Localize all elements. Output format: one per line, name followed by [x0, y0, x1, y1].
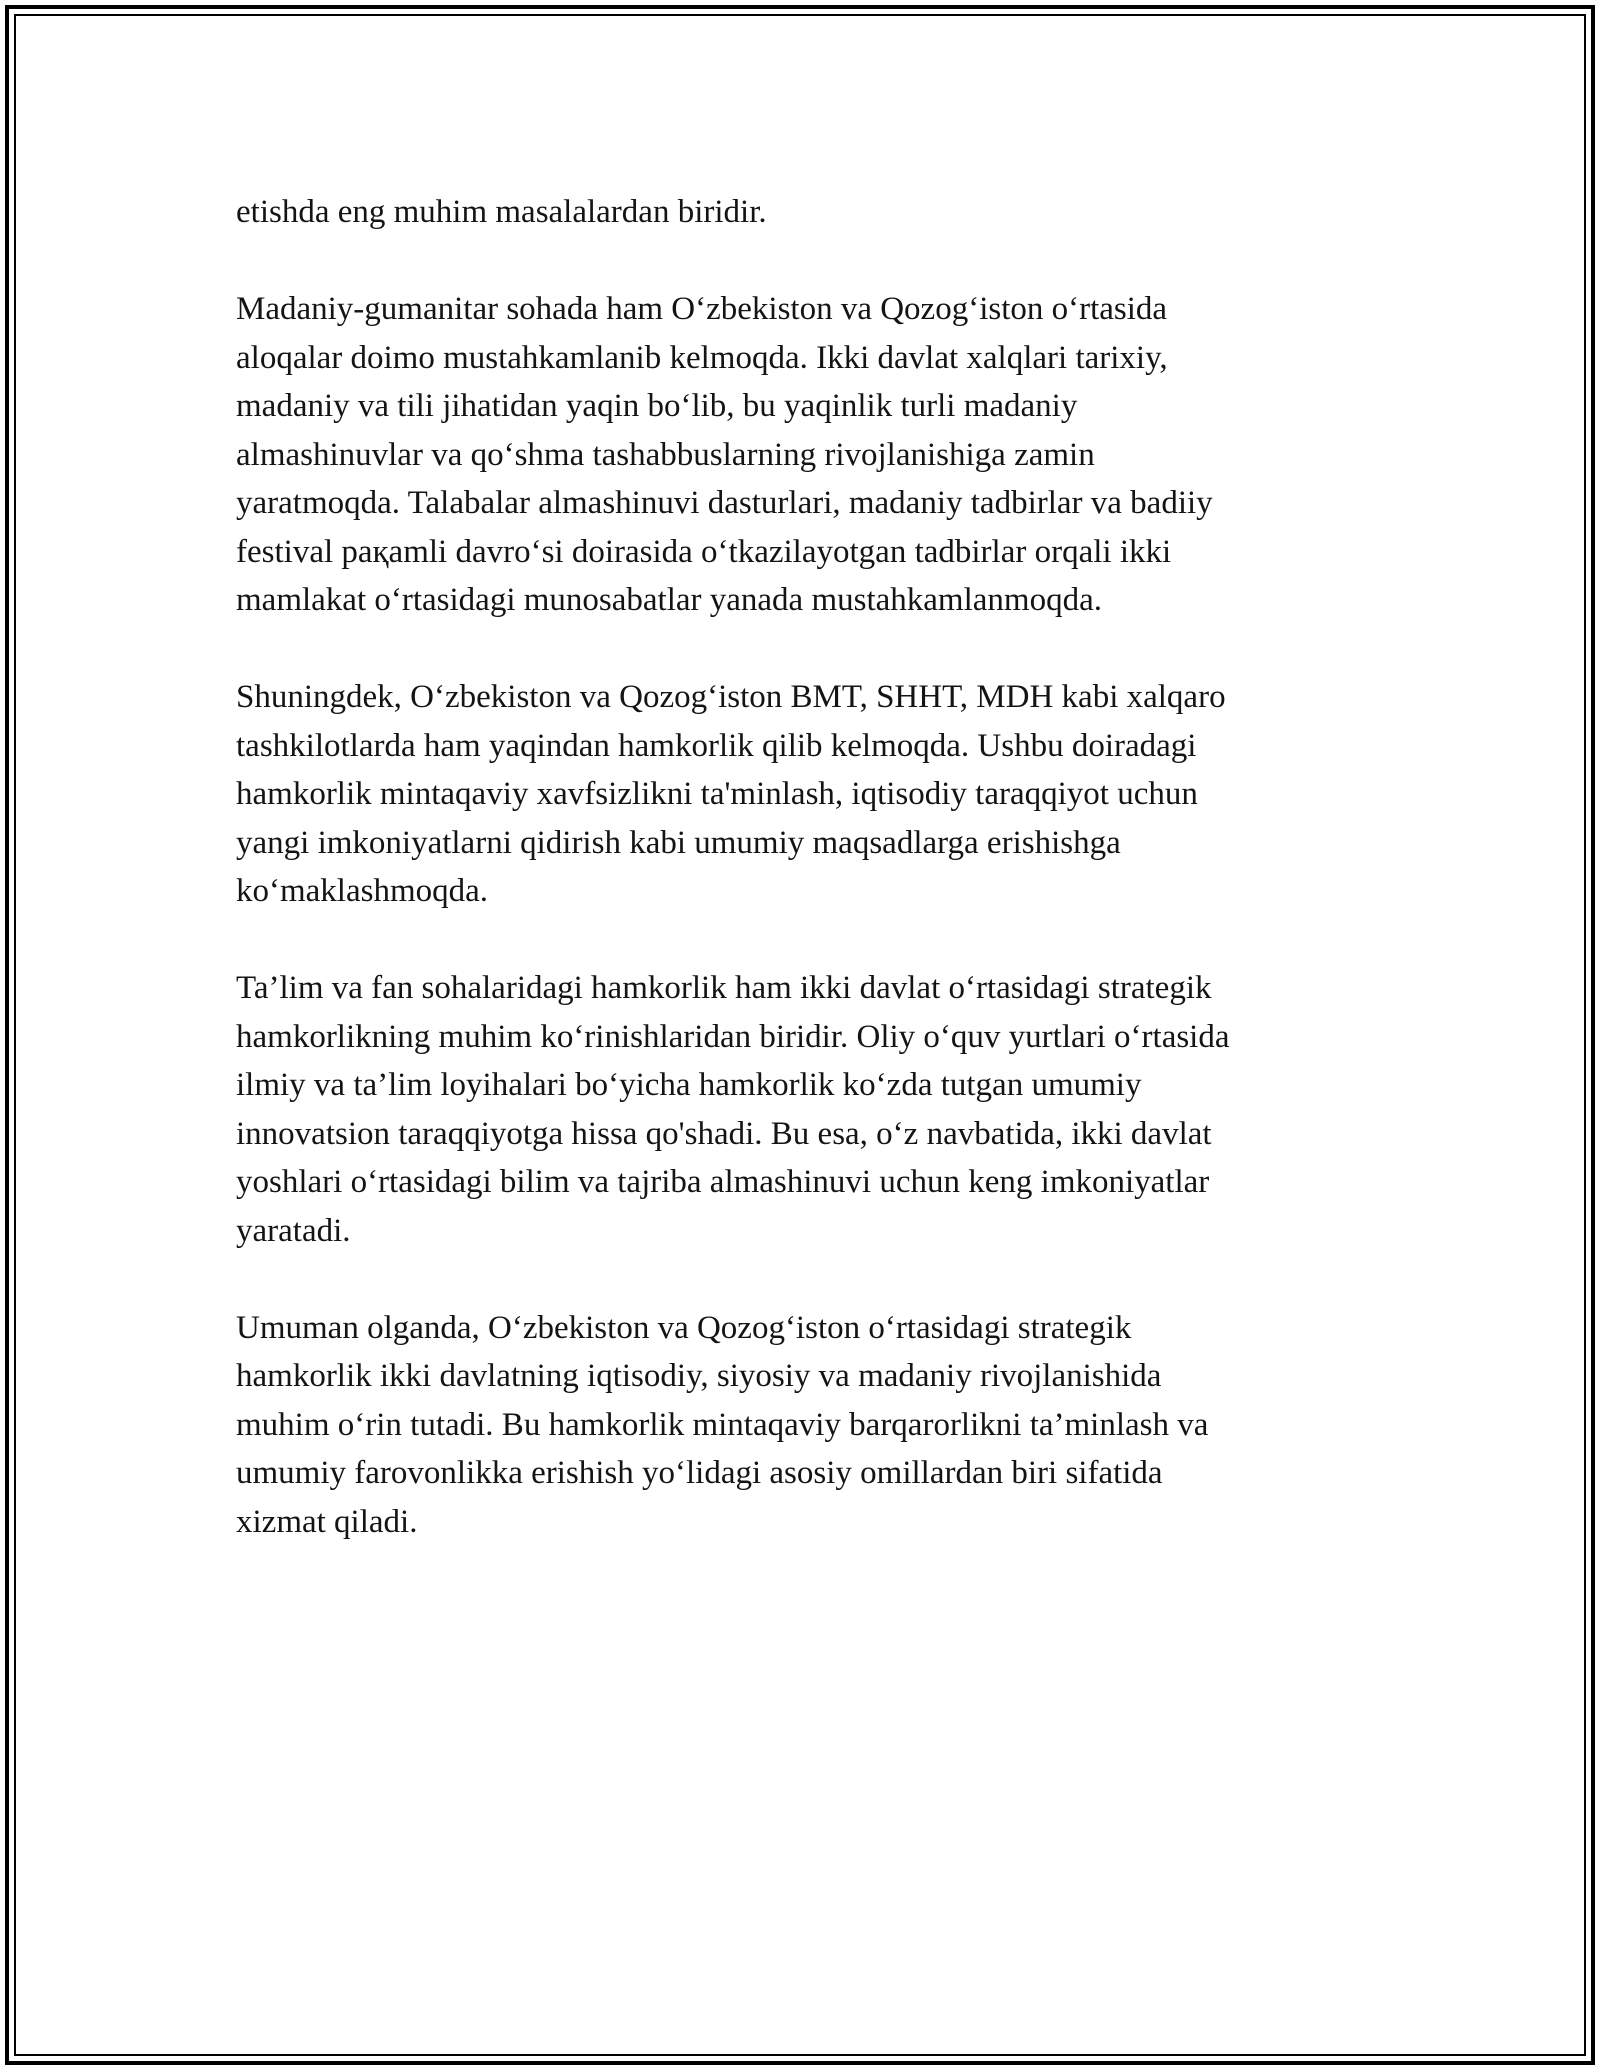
paragraph-4: Ta’lim va fan sohalaridagi hamkorlik ham ikki davlat o‘rtasidagi strategik hamkorlikning muhim ko‘rinishlaridan biridir. Oliy o‘quv yurtlari o‘rtasida ilmiy va ta’lim loyihalari bo‘yicha hamkorlik ko‘zda tutgan umumiy innovatsion taraqqiyotga hissa qo'shadi. Bu esa, o‘z navbatida, ikki davlat yoshlari o‘rtasidagi bilim va tajriba almashinuvi uchun keng imkoniyatlar yaratadi.	[236, 970, 1230, 1249]
paragraph-2: Madaniy-gumanitar sohada ham O‘zbekiston va Qozog‘iston o‘rtasida aloqalar doimo mustahkamlanib kelmoqda. Ikki davlat xalqlari tarixiy, madaniy va tili jihatidan yaqin bo‘lib, bu yaqinlik turli madaniy almashinuvlar va qo‘shma tashabbuslarning rivojlanishiga zamin yaratmoqda. Talabalar almashinuvi dasturlari, madaniy tadbirlar va badiiy festival paқamli davro‘si doirasida o‘tkazilayotgan tadbirlar orqali ikki mamlakat o‘rtasidagi munosabatlar yanada mustahkamlanmoqda.	[236, 291, 1213, 618]
document-body	[236, 188, 1366, 1595]
paragraph-1: etishda eng muhim masalalardan biridir.	[236, 194, 767, 230]
paragraph-3: Shuningdek, O‘zbekiston va Qozog‘iston BMT, SHHT, MDH kabi xalqaro tashkilotlarda ham yaqindan hamkorlik qilib kelmoqda. Ushbu doiradagi hamkorlik mintaqaviy xavfsizlikni ta'minlash, iqtisodiy taraqqiyot uchun yangi imkoniyatlarni qidirish kabi umumiy maqsadlarga erishishga ko‘maklashmoqda.	[236, 679, 1226, 909]
paragraph-5: Umuman olganda, O‘zbekiston va Qozog‘iston o‘rtasidagi strategik hamkorlik ikki davlatning iqtisodiy, siyosiy va madaniy rivojlanishida muhim o‘rin tutadi. Bu hamkorlik mintaqaviy barqarorlikni ta’minlash va umumiy farovonlikka erishish yo‘lidagi asosiy omillardan biri sifatida xizmat qiladi.	[236, 1309, 1209, 1540]
